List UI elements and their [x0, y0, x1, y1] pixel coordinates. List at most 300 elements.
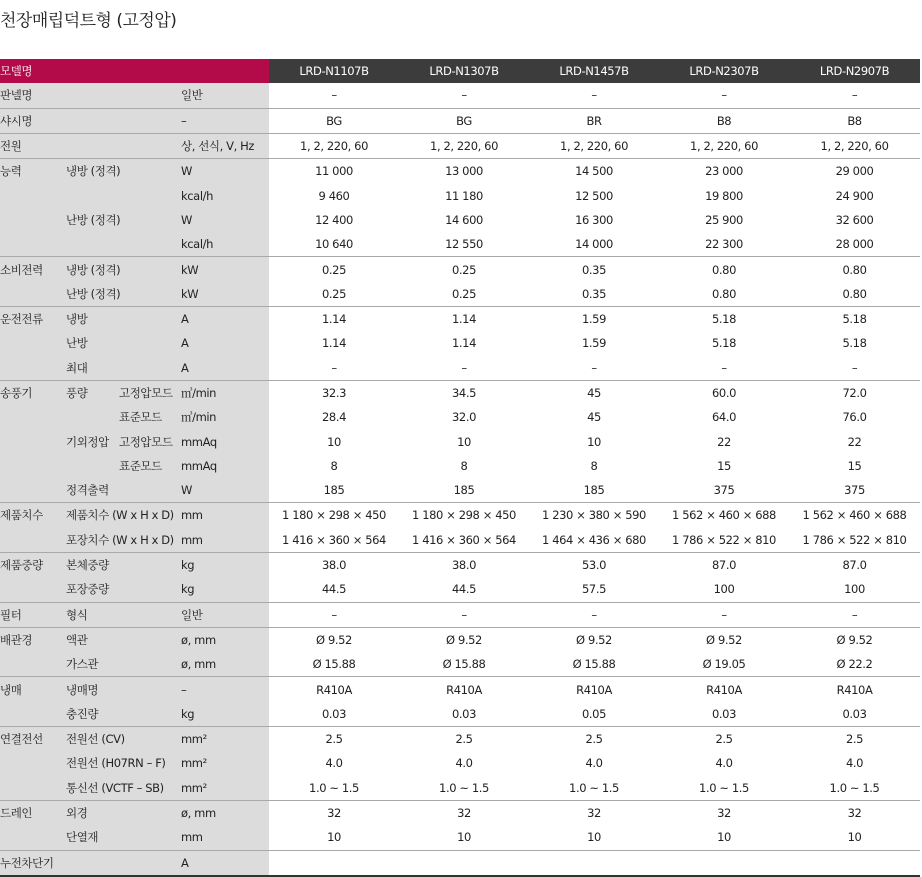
spec-value: B8: [659, 108, 789, 133]
group-label: 소비전력: [0, 257, 66, 282]
sub-label: 정격출력: [66, 478, 181, 503]
spec-value: 100: [789, 577, 920, 602]
group-label: [0, 208, 66, 232]
unit-label: kW: [181, 257, 269, 282]
spec-value: 12 500: [529, 183, 659, 207]
table-row: [0, 751, 920, 775]
unit-label: mm²: [181, 727, 269, 752]
spec-value: 32: [659, 800, 789, 825]
spec-value: [529, 850, 659, 876]
sub-label: 가스관: [66, 652, 181, 677]
spec-value: 22 300: [659, 232, 789, 257]
table-row: [0, 331, 920, 355]
sub-label: 본체중량: [66, 552, 181, 577]
unit-label: W: [181, 478, 269, 503]
spec-value: 29 000: [789, 159, 920, 184]
spec-value: 38.0: [399, 552, 529, 577]
spec-value: 1 786 × 522 × 810: [789, 528, 920, 553]
spec-value: –: [659, 356, 789, 381]
spec-value: –: [399, 602, 529, 627]
spec-value: 22: [789, 429, 920, 453]
unit-label: ㎥/min: [181, 405, 269, 429]
spec-value: 34.5: [399, 380, 529, 405]
unit-label: –: [181, 677, 269, 702]
table-row: [0, 776, 920, 801]
table-row: [0, 702, 920, 727]
unit-label: mmAq: [181, 429, 269, 453]
spec-value: 1 464 × 436 × 680: [529, 528, 659, 553]
sub-label: 냉매명: [66, 677, 181, 702]
spec-value: 44.5: [269, 577, 399, 602]
spec-value: R410A: [789, 677, 920, 702]
spec-value: 10: [529, 429, 659, 453]
spec-value: 0.03: [659, 702, 789, 727]
sub-label: 냉방 (정격): [66, 159, 181, 184]
table-row: [0, 503, 920, 528]
unit-label: 일반: [181, 83, 269, 108]
spec-value: 4.0: [529, 751, 659, 775]
table-row: [0, 108, 920, 133]
spec-value: Ø 9.52: [789, 627, 920, 652]
group-label: 제품중량: [0, 552, 66, 577]
spec-value: 11 000: [269, 159, 399, 184]
spec-value: 25 900: [659, 208, 789, 232]
spec-value: 1 230 × 380 × 590: [529, 503, 659, 528]
sub-label: [66, 405, 119, 429]
spec-value: 72.0: [789, 380, 920, 405]
unit-label: kcal/h: [181, 183, 269, 207]
spec-value: 45: [529, 380, 659, 405]
unit-label: kg: [181, 702, 269, 727]
spec-value: 10: [269, 825, 399, 850]
unit-label: mm: [181, 825, 269, 850]
sub-label: [66, 850, 181, 876]
spec-value: [269, 850, 399, 876]
spec-value: Ø 15.88: [269, 652, 399, 677]
spec-value: 1.0 ~ 1.5: [789, 776, 920, 801]
spec-value: 14 600: [399, 208, 529, 232]
unit-label: mm: [181, 503, 269, 528]
spec-value: 1.0 ~ 1.5: [659, 776, 789, 801]
spec-value: 0.35: [529, 257, 659, 282]
sub-label: 풍량: [66, 380, 119, 405]
sub-label: 난방 (정격): [66, 208, 181, 232]
spec-value: 87.0: [789, 552, 920, 577]
spec-value: 10 640: [269, 232, 399, 257]
spec-value: 0.03: [789, 702, 920, 727]
model-column-header: LRD-N2907B: [789, 59, 920, 83]
spec-value: 28 000: [789, 232, 920, 257]
spec-value: 4.0: [269, 751, 399, 775]
group-label: [0, 577, 66, 602]
unit-label: kg: [181, 577, 269, 602]
spec-value: 0.25: [269, 257, 399, 282]
spec-value: 1.59: [529, 306, 659, 331]
table-row: [0, 306, 920, 331]
spec-value: R410A: [399, 677, 529, 702]
spec-value: 4.0: [399, 751, 529, 775]
unit-label: A: [181, 306, 269, 331]
spec-value: 1, 2, 220, 60: [399, 133, 529, 158]
group-label: [0, 776, 66, 801]
unit-label: ø, mm: [181, 652, 269, 677]
group-label: [0, 405, 66, 429]
spec-value: Ø 9.52: [269, 627, 399, 652]
group-label: 운전전류: [0, 306, 66, 331]
table-row: [0, 800, 920, 825]
spec-value: 32.3: [269, 380, 399, 405]
group-label: 배관경: [0, 627, 66, 652]
group-label: [0, 356, 66, 381]
group-label: 판넬명: [0, 83, 66, 108]
unit-label: mm²: [181, 751, 269, 775]
spec-value: 32.0: [399, 405, 529, 429]
spec-value: Ø 9.52: [659, 627, 789, 652]
spec-value: 9 460: [269, 183, 399, 207]
spec-value: –: [269, 356, 399, 381]
sub-label: 단열재: [66, 825, 181, 850]
sub-label: [66, 454, 119, 478]
sub-label: 제품치수 (W x H x D): [66, 503, 181, 528]
spec-value: 1.14: [269, 306, 399, 331]
table-row: [0, 429, 920, 453]
spec-value: 5.18: [659, 331, 789, 355]
group-label: [0, 528, 66, 553]
model-column-header: LRD-N1107B: [269, 59, 399, 83]
spec-value: 0.25: [399, 257, 529, 282]
group-label: [0, 232, 66, 257]
spec-value: [659, 850, 789, 876]
spec-value: 1.14: [399, 331, 529, 355]
spec-value: 1 416 × 360 × 564: [269, 528, 399, 553]
spec-value: 57.5: [529, 577, 659, 602]
spec-value: –: [269, 83, 399, 108]
table-row: [0, 232, 920, 257]
page-title: 천장매립덕트형 (고정압): [0, 11, 177, 31]
mode-label: 고정압모드: [119, 380, 181, 405]
spec-value: 64.0: [659, 405, 789, 429]
spec-value: 5.18: [789, 306, 920, 331]
spec-value: –: [529, 602, 659, 627]
group-label: 송풍기: [0, 380, 66, 405]
spec-value: –: [269, 602, 399, 627]
spec-value: R410A: [269, 677, 399, 702]
spec-value: –: [659, 602, 789, 627]
table-row: [0, 627, 920, 652]
spec-value: 1.59: [529, 331, 659, 355]
spec-value: 1.0 ~ 1.5: [399, 776, 529, 801]
sub-label: 형식: [66, 602, 181, 627]
spec-value: 0.25: [269, 282, 399, 307]
group-label: 누전차단기: [0, 850, 66, 876]
spec-value: –: [789, 602, 920, 627]
table-row: [0, 552, 920, 577]
group-label: 제품치수: [0, 503, 66, 528]
table-row: [0, 380, 920, 405]
spec-value: 45: [529, 405, 659, 429]
spec-value: 10: [399, 429, 529, 453]
spec-value: 14 500: [529, 159, 659, 184]
spec-value: 10: [269, 429, 399, 453]
spec-value: 76.0: [789, 405, 920, 429]
model-label-header: 모델명: [0, 59, 269, 83]
sub-label: [66, 232, 181, 257]
spec-value: 23 000: [659, 159, 789, 184]
spec-value: Ø 19.05: [659, 652, 789, 677]
table-header-row: [0, 59, 920, 83]
spec-value: –: [659, 83, 789, 108]
spec-value: 0.03: [269, 702, 399, 727]
spec-value: 53.0: [529, 552, 659, 577]
spec-value: 15: [659, 454, 789, 478]
spec-value: 4.0: [659, 751, 789, 775]
spec-value: 1.14: [269, 331, 399, 355]
group-label: [0, 702, 66, 727]
table-row: [0, 356, 920, 381]
spec-value: 185: [399, 478, 529, 503]
spec-value: –: [789, 83, 920, 108]
spec-value: Ø 15.88: [399, 652, 529, 677]
unit-label: mm²: [181, 776, 269, 801]
unit-label: ㎥/min: [181, 380, 269, 405]
group-label: [0, 282, 66, 307]
group-label: 연결전선: [0, 727, 66, 752]
spec-value: 32: [269, 800, 399, 825]
model-column-header: LRD-N1307B: [399, 59, 529, 83]
spec-value: –: [529, 83, 659, 108]
sub-label: 액관: [66, 627, 181, 652]
group-label: 샤시명: [0, 108, 66, 133]
spec-value: 32: [789, 800, 920, 825]
unit-label: kW: [181, 282, 269, 307]
spec-value: 1 180 × 298 × 450: [399, 503, 529, 528]
group-label: [0, 183, 66, 207]
table-row: [0, 850, 920, 876]
sub-label: 기외정압: [66, 429, 119, 453]
table-row: [0, 83, 920, 108]
spec-value: 1, 2, 220, 60: [659, 133, 789, 158]
spec-value: 375: [659, 478, 789, 503]
spec-value: –: [399, 83, 529, 108]
spec-value: 1 416 × 360 × 564: [399, 528, 529, 553]
spec-value: 15: [789, 454, 920, 478]
mode-label: 표준모드: [119, 454, 181, 478]
spec-value: 60.0: [659, 380, 789, 405]
sub-label: [66, 183, 181, 207]
unit-label: A: [181, 356, 269, 381]
spec-value: 1 562 × 460 × 688: [789, 503, 920, 528]
spec-value: 87.0: [659, 552, 789, 577]
spec-value: 2.5: [659, 727, 789, 752]
unit-label: –: [181, 108, 269, 133]
spec-value: 16 300: [529, 208, 659, 232]
spec-value: 24 900: [789, 183, 920, 207]
spec-value: 12 400: [269, 208, 399, 232]
group-label: [0, 478, 66, 503]
group-label: [0, 825, 66, 850]
table-row: [0, 159, 920, 184]
spec-value: 1, 2, 220, 60: [269, 133, 399, 158]
spec-value: 32: [529, 800, 659, 825]
table-row: [0, 282, 920, 307]
group-label: [0, 331, 66, 355]
table-row: [0, 208, 920, 232]
unit-label: kcal/h: [181, 232, 269, 257]
spec-value: Ø 9.52: [529, 627, 659, 652]
spec-value: 375: [789, 478, 920, 503]
spec-value: 22: [659, 429, 789, 453]
group-label: 전원: [0, 133, 66, 158]
spec-value: 5.18: [789, 331, 920, 355]
spec-value: 12 550: [399, 232, 529, 257]
spec-value: B8: [789, 108, 920, 133]
table-row: [0, 478, 920, 503]
spec-table: [0, 59, 920, 877]
spec-value: 1, 2, 220, 60: [789, 133, 920, 158]
sub-label: 외경: [66, 800, 181, 825]
spec-value: BG: [269, 108, 399, 133]
spec-value: Ø 15.88: [529, 652, 659, 677]
table-row: [0, 183, 920, 207]
spec-value: 0.35: [529, 282, 659, 307]
sub-label: 난방 (정격): [66, 282, 181, 307]
table-row: [0, 133, 920, 158]
spec-value: 32 600: [789, 208, 920, 232]
spec-value: 0.05: [529, 702, 659, 727]
spec-value: 13 000: [399, 159, 529, 184]
spec-value: –: [399, 356, 529, 381]
table-row: [0, 727, 920, 752]
spec-value: 10: [529, 825, 659, 850]
spec-value: 0.03: [399, 702, 529, 727]
spec-value: Ø 22.2: [789, 652, 920, 677]
sub-label: 냉방 (정격): [66, 257, 181, 282]
spec-value: Ø 9.52: [399, 627, 529, 652]
group-label: [0, 429, 66, 453]
mode-label: 표준모드: [119, 405, 181, 429]
table-row: [0, 257, 920, 282]
spec-value: 185: [529, 478, 659, 503]
spec-value: 10: [399, 825, 529, 850]
spec-value: 28.4: [269, 405, 399, 429]
spec-value: 19 800: [659, 183, 789, 207]
unit-label: ø, mm: [181, 627, 269, 652]
group-label: 냉매: [0, 677, 66, 702]
spec-value: 11 180: [399, 183, 529, 207]
spec-value: [399, 850, 529, 876]
sub-label: 전원선 (CV): [66, 727, 181, 752]
spec-value: 0.80: [659, 257, 789, 282]
unit-label: 상, 선식, V, Hz: [181, 133, 269, 158]
group-label: [0, 751, 66, 775]
sub-label: [66, 133, 181, 158]
spec-value: 10: [789, 825, 920, 850]
sub-label: [66, 108, 181, 133]
unit-label: A: [181, 850, 269, 876]
unit-label: ø, mm: [181, 800, 269, 825]
spec-value: [789, 850, 920, 876]
spec-value: 1.0 ~ 1.5: [269, 776, 399, 801]
spec-value: R410A: [659, 677, 789, 702]
table-row: [0, 454, 920, 478]
spec-value: 0.80: [659, 282, 789, 307]
table-row: [0, 577, 920, 602]
sub-label: [66, 83, 181, 108]
spec-value: 1 562 × 460 × 688: [659, 503, 789, 528]
group-label: [0, 454, 66, 478]
spec-value: –: [789, 356, 920, 381]
table-row: [0, 528, 920, 553]
spec-value: 185: [269, 478, 399, 503]
spec-value: 10: [659, 825, 789, 850]
sub-label: 전원선 (H07RN – F): [66, 751, 181, 775]
spec-value: 1, 2, 220, 60: [529, 133, 659, 158]
spec-value: 38.0: [269, 552, 399, 577]
sub-label: 통신선 (VCTF – SB): [66, 776, 181, 801]
spec-value: 2.5: [529, 727, 659, 752]
spec-value: R410A: [529, 677, 659, 702]
unit-label: W: [181, 159, 269, 184]
unit-label: A: [181, 331, 269, 355]
spec-value: 2.5: [269, 727, 399, 752]
group-label: [0, 652, 66, 677]
unit-label: W: [181, 208, 269, 232]
spec-value: 0.80: [789, 257, 920, 282]
spec-value: 8: [399, 454, 529, 478]
spec-value: 5.18: [659, 306, 789, 331]
unit-label: 일반: [181, 602, 269, 627]
spec-value: 4.0: [789, 751, 920, 775]
table-row: [0, 677, 920, 702]
table-row: [0, 825, 920, 850]
group-label: 드레인: [0, 800, 66, 825]
spec-value: 2.5: [399, 727, 529, 752]
spec-value: 1.0 ~ 1.5: [529, 776, 659, 801]
spec-value: 0.80: [789, 282, 920, 307]
table-row: [0, 405, 920, 429]
spec-value: –: [529, 356, 659, 381]
spec-value: 100: [659, 577, 789, 602]
sub-label: 냉방: [66, 306, 181, 331]
spec-value: 2.5: [789, 727, 920, 752]
table-row: [0, 652, 920, 677]
spec-value: 1.14: [399, 306, 529, 331]
group-label: 능력: [0, 159, 66, 184]
spec-value: 1 180 × 298 × 450: [269, 503, 399, 528]
spec-value: BG: [399, 108, 529, 133]
sub-label: 최대: [66, 356, 181, 381]
spec-value: 8: [529, 454, 659, 478]
spec-value: BR: [529, 108, 659, 133]
model-column-header: LRD-N1457B: [529, 59, 659, 83]
mode-label: 고정압모드: [119, 429, 181, 453]
sub-label: 포장치수 (W x H x D): [66, 528, 181, 553]
sub-label: 포장중량: [66, 577, 181, 602]
table-row: [0, 602, 920, 627]
unit-label: mm: [181, 528, 269, 553]
spec-value: 0.25: [399, 282, 529, 307]
unit-label: mmAq: [181, 454, 269, 478]
model-column-header: LRD-N2307B: [659, 59, 789, 83]
spec-value: 14 000: [529, 232, 659, 257]
spec-value: 32: [399, 800, 529, 825]
spec-value: 44.5: [399, 577, 529, 602]
unit-label: kg: [181, 552, 269, 577]
sub-label: 난방: [66, 331, 181, 355]
group-label: 필터: [0, 602, 66, 627]
spec-value: 1 786 × 522 × 810: [659, 528, 789, 553]
sub-label: 충진량: [66, 702, 181, 727]
